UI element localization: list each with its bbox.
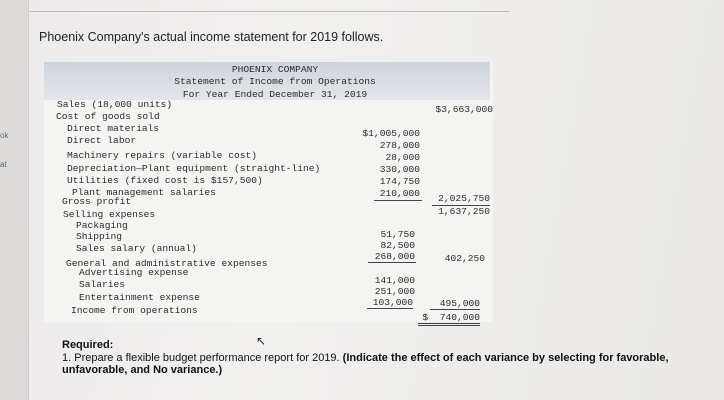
row-amount-total: 495,000 bbox=[439, 298, 480, 309]
row-label: General and administrative expenses bbox=[66, 258, 268, 269]
company-name: PHOENIX COMPANY bbox=[231, 64, 319, 75]
statement-period: For Year Ended December 31, 2019 bbox=[182, 89, 368, 100]
double-underline bbox=[418, 325, 480, 326]
row-amount: 278,000 bbox=[379, 140, 420, 151]
row-label: Utilities (fixed cost is $157,500) bbox=[67, 175, 263, 186]
row-label: Gross profit bbox=[62, 196, 132, 207]
row-label: Sales (18,000 units) bbox=[57, 99, 173, 110]
row-amount: 141,000 bbox=[374, 275, 415, 286]
required-heading: Required: bbox=[62, 339, 114, 351]
row-amount: 51,750 bbox=[380, 229, 415, 240]
side-label: ok bbox=[0, 131, 9, 140]
row-label: Plant management salaries bbox=[72, 187, 216, 198]
required-item-1 bbox=[62, 352, 712, 376]
row-label: Entertainment expense bbox=[79, 292, 200, 303]
row-amount: 28,000 bbox=[385, 152, 420, 163]
row-amount-total: 2,025,750 bbox=[438, 193, 490, 204]
left-panel-edge bbox=[0, 0, 29, 400]
row-amount-total: $3,663,000 bbox=[435, 104, 493, 115]
row-amount: $1,005,000 bbox=[362, 128, 420, 139]
row-label: Direct materials bbox=[67, 123, 160, 134]
row-amount: 174,750 bbox=[379, 176, 420, 187]
required-item-1-instruction: (Indicate the effect of each variance by selecting for favorable, unfavorable, and No variance.) bbox=[62, 352, 669, 376]
row-amount: 268,000 bbox=[374, 251, 415, 262]
row-amount-total: 1,637,250 bbox=[438, 206, 490, 217]
row-label: Sales salary (annual) bbox=[76, 243, 197, 254]
row-label: Direct labor bbox=[67, 135, 137, 146]
row-amount-total: $ 740,000 bbox=[422, 312, 480, 323]
row-amount-total: 402,250 bbox=[444, 253, 485, 264]
side-label: at bbox=[0, 160, 7, 169]
row-amount: 330,000 bbox=[379, 164, 420, 175]
statement-title: Statement of Income from Operations bbox=[174, 76, 376, 87]
row-amount: 251,000 bbox=[374, 286, 415, 297]
question-text: Phoenix Company's actual income statement for 2019 follows. bbox=[39, 30, 384, 44]
row-amount: 82,500 bbox=[380, 240, 415, 251]
double-underline bbox=[418, 323, 480, 324]
row-label: Income from operations bbox=[71, 305, 198, 316]
subtotal-underline bbox=[430, 309, 480, 310]
row-amount: 103,000 bbox=[372, 297, 413, 308]
row-label: Advertising expense bbox=[79, 267, 189, 278]
row-amount: 210,000 bbox=[379, 188, 420, 199]
row-label: Selling expenses bbox=[63, 209, 156, 220]
row-label: Salaries bbox=[79, 279, 126, 290]
row-label: Cost of goods sold bbox=[56, 111, 160, 122]
divider bbox=[30, 11, 510, 12]
row-label: Machinery repairs (variable cost) bbox=[67, 150, 257, 161]
row-label: Shipping bbox=[76, 231, 123, 242]
row-label: Packaging bbox=[76, 220, 128, 231]
mouse-cursor-icon: ↖ bbox=[256, 334, 267, 348]
required-item-1-text: 1. Prepare a flexible budget performance report for 2019. bbox=[62, 352, 343, 364]
row-label: Depreciation—Plant equipment (straight-line) bbox=[67, 163, 321, 174]
